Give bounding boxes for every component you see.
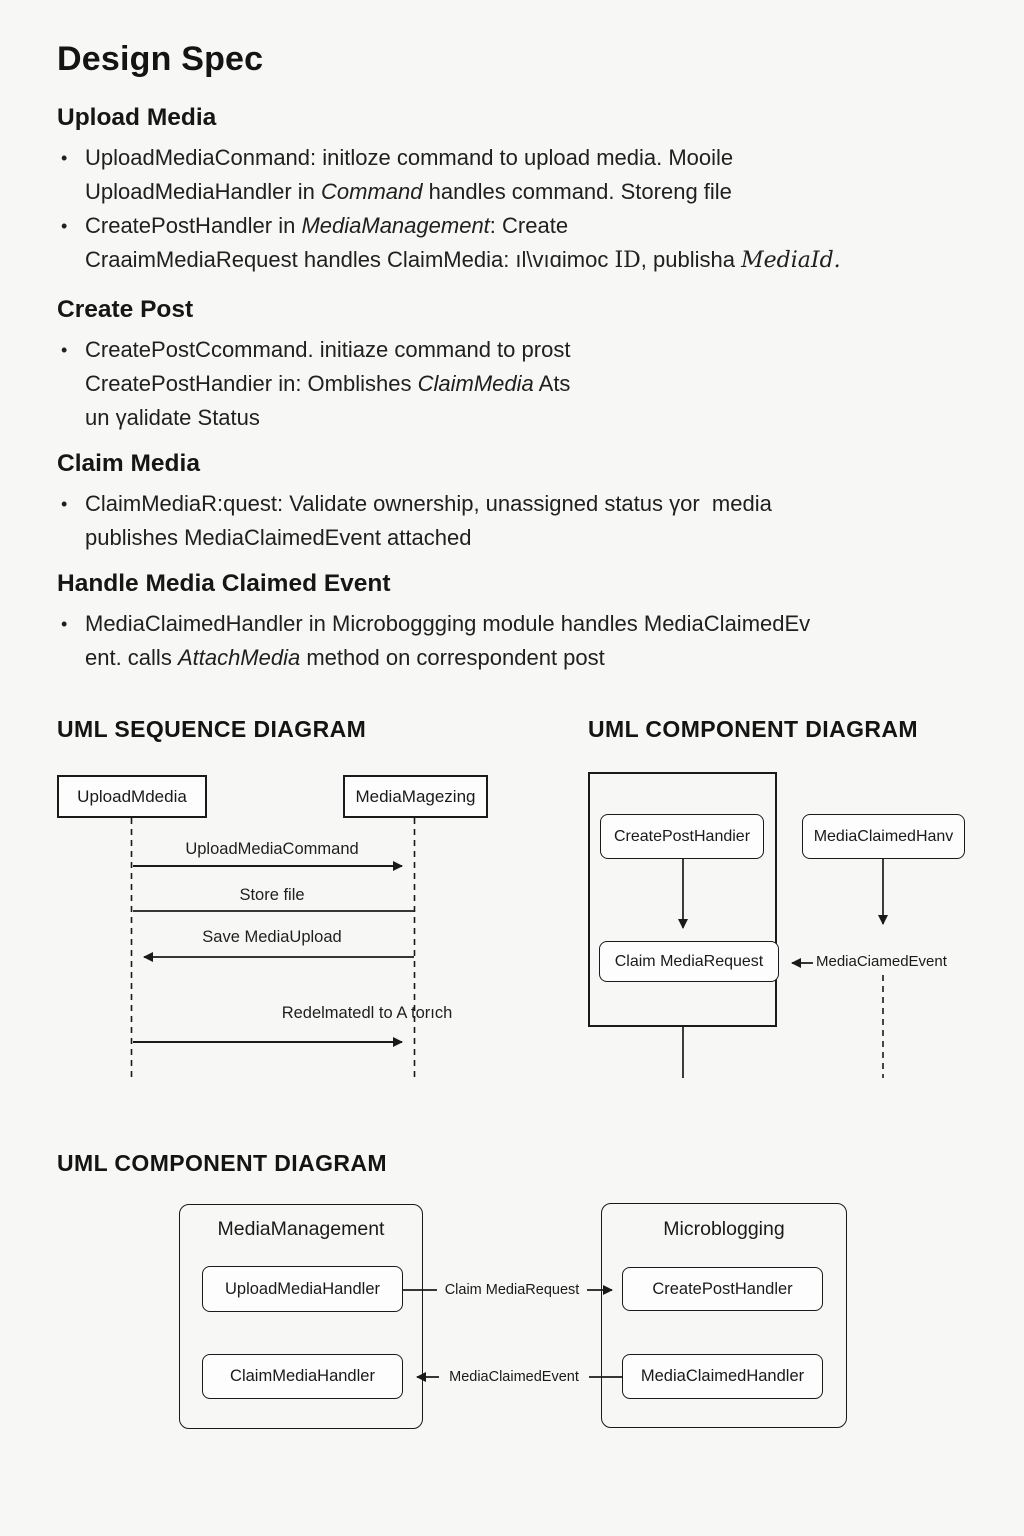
section-body <box>57 141 841 278</box>
line-text: CreatePostCcommand. initiaze command to prost <box>85 337 571 362</box>
connection-label-claimmediarequest: Claim MediaRequest <box>437 1280 587 1300</box>
line-text: CraaimMediaRequest handles ClaimMedia: ıl\vıɑimoc ID, publisha MediaId. <box>85 247 841 273</box>
line-text: publishes MediaClaimedEvent attached <box>85 525 472 550</box>
component-box-mediaclaimedhandler: MediaClaimedHandler <box>622 1354 823 1399</box>
bullet-line <box>57 487 772 521</box>
component-box-claimmediarequest: Claim MediaRequest <box>599 941 779 982</box>
section-heading: Claim Media <box>57 450 200 477</box>
continuation-line <box>57 521 772 555</box>
bullet-marker: • <box>61 494 68 514</box>
sequence-diagram-heading: UML SEQUENCE DIAGRAM <box>57 716 367 742</box>
bullet-line <box>57 333 570 367</box>
component-box-mediaclaimedhanv: MediaClaimedHanv <box>802 814 965 859</box>
line-text: MediaClaimedHandler in Microboggging module handles MediaClaimedEv <box>85 611 811 636</box>
message-label-redelmatedl: Redelmatedl to A torıch <box>281 1004 453 1022</box>
line-text: ent. calls AttachMedia method on correspondent post <box>85 645 605 670</box>
page-title: Design Spec <box>57 40 264 78</box>
container-title-mediamanagement: MediaManagement <box>217 1218 385 1240</box>
component-diagram-top-heading: UML COMPONENT DIAGRAM <box>588 716 918 742</box>
component-box-claimmediahandler: ClaimMediaHandler <box>202 1354 403 1399</box>
section-body <box>57 487 772 555</box>
section-handle-media-claimed-event <box>57 570 810 675</box>
line-text: un γalidate Status <box>85 405 260 430</box>
line-text: CreatePostHandler in MediaManagement: Create <box>85 213 569 238</box>
actor-box-uploadmdedia: UploadMdedia <box>57 775 207 818</box>
line-text: ClaimMediaR:quest: Validate ownership, unassigned status γor media <box>85 491 772 516</box>
message-label-store-file: Store file <box>239 886 305 904</box>
component-diagram-bottom-heading: UML COMPONENT DIAGRAM <box>57 1150 387 1176</box>
connection-label-mediaclaimedevent: MediaClaimedEvent <box>439 1367 589 1387</box>
continuation-line <box>57 175 841 209</box>
section-heading: Handle Media Claimed Event <box>57 570 391 597</box>
continuation-line <box>57 367 570 401</box>
section-body <box>57 607 810 675</box>
message-label-save-mediaupload: Save MediaUpload <box>202 928 342 946</box>
section-create-post <box>57 296 570 435</box>
container-title-microblogging: Microblogging <box>663 1218 785 1240</box>
event-label-mediaciamedevent: MediaCiamedEvent <box>816 953 947 970</box>
section-upload-media <box>57 104 841 278</box>
continuation-line <box>57 641 810 675</box>
line-text: CreatePostHandier in: Omblishes ClaimMedia Ats <box>85 371 571 396</box>
section-heading: Upload Media <box>57 104 217 131</box>
bullet-line <box>57 141 841 175</box>
bullet-line <box>57 209 841 243</box>
section-heading: Create Post <box>57 296 194 323</box>
component-box-createposthandier: CreatePostHandier <box>600 814 764 859</box>
section-body <box>57 333 570 435</box>
line-text: UploadMediaHandler in Command handles command. Storeng file <box>85 179 732 204</box>
line-text: UploadMediaConmand: initloze command to upload media. Mooile <box>85 145 734 170</box>
actor-box-mediamagezing: MediaMagezing <box>343 775 488 818</box>
bullet-marker: • <box>61 148 68 168</box>
component-box-uploadmediahandler: UploadMediaHandler <box>202 1266 403 1312</box>
message-label-uploadmediacommand: UploadMediaCommand <box>185 840 359 858</box>
bullet-line <box>57 607 810 641</box>
continuation-line <box>57 401 570 435</box>
component-box-createposthandler: CreatePostHandler <box>622 1267 823 1311</box>
bullet-marker: • <box>61 216 68 236</box>
module-outer-box <box>588 772 777 1027</box>
section-claim-media <box>57 450 772 555</box>
continuation-line <box>57 243 841 278</box>
bullet-marker: • <box>61 340 68 360</box>
bullet-marker: • <box>61 614 68 634</box>
